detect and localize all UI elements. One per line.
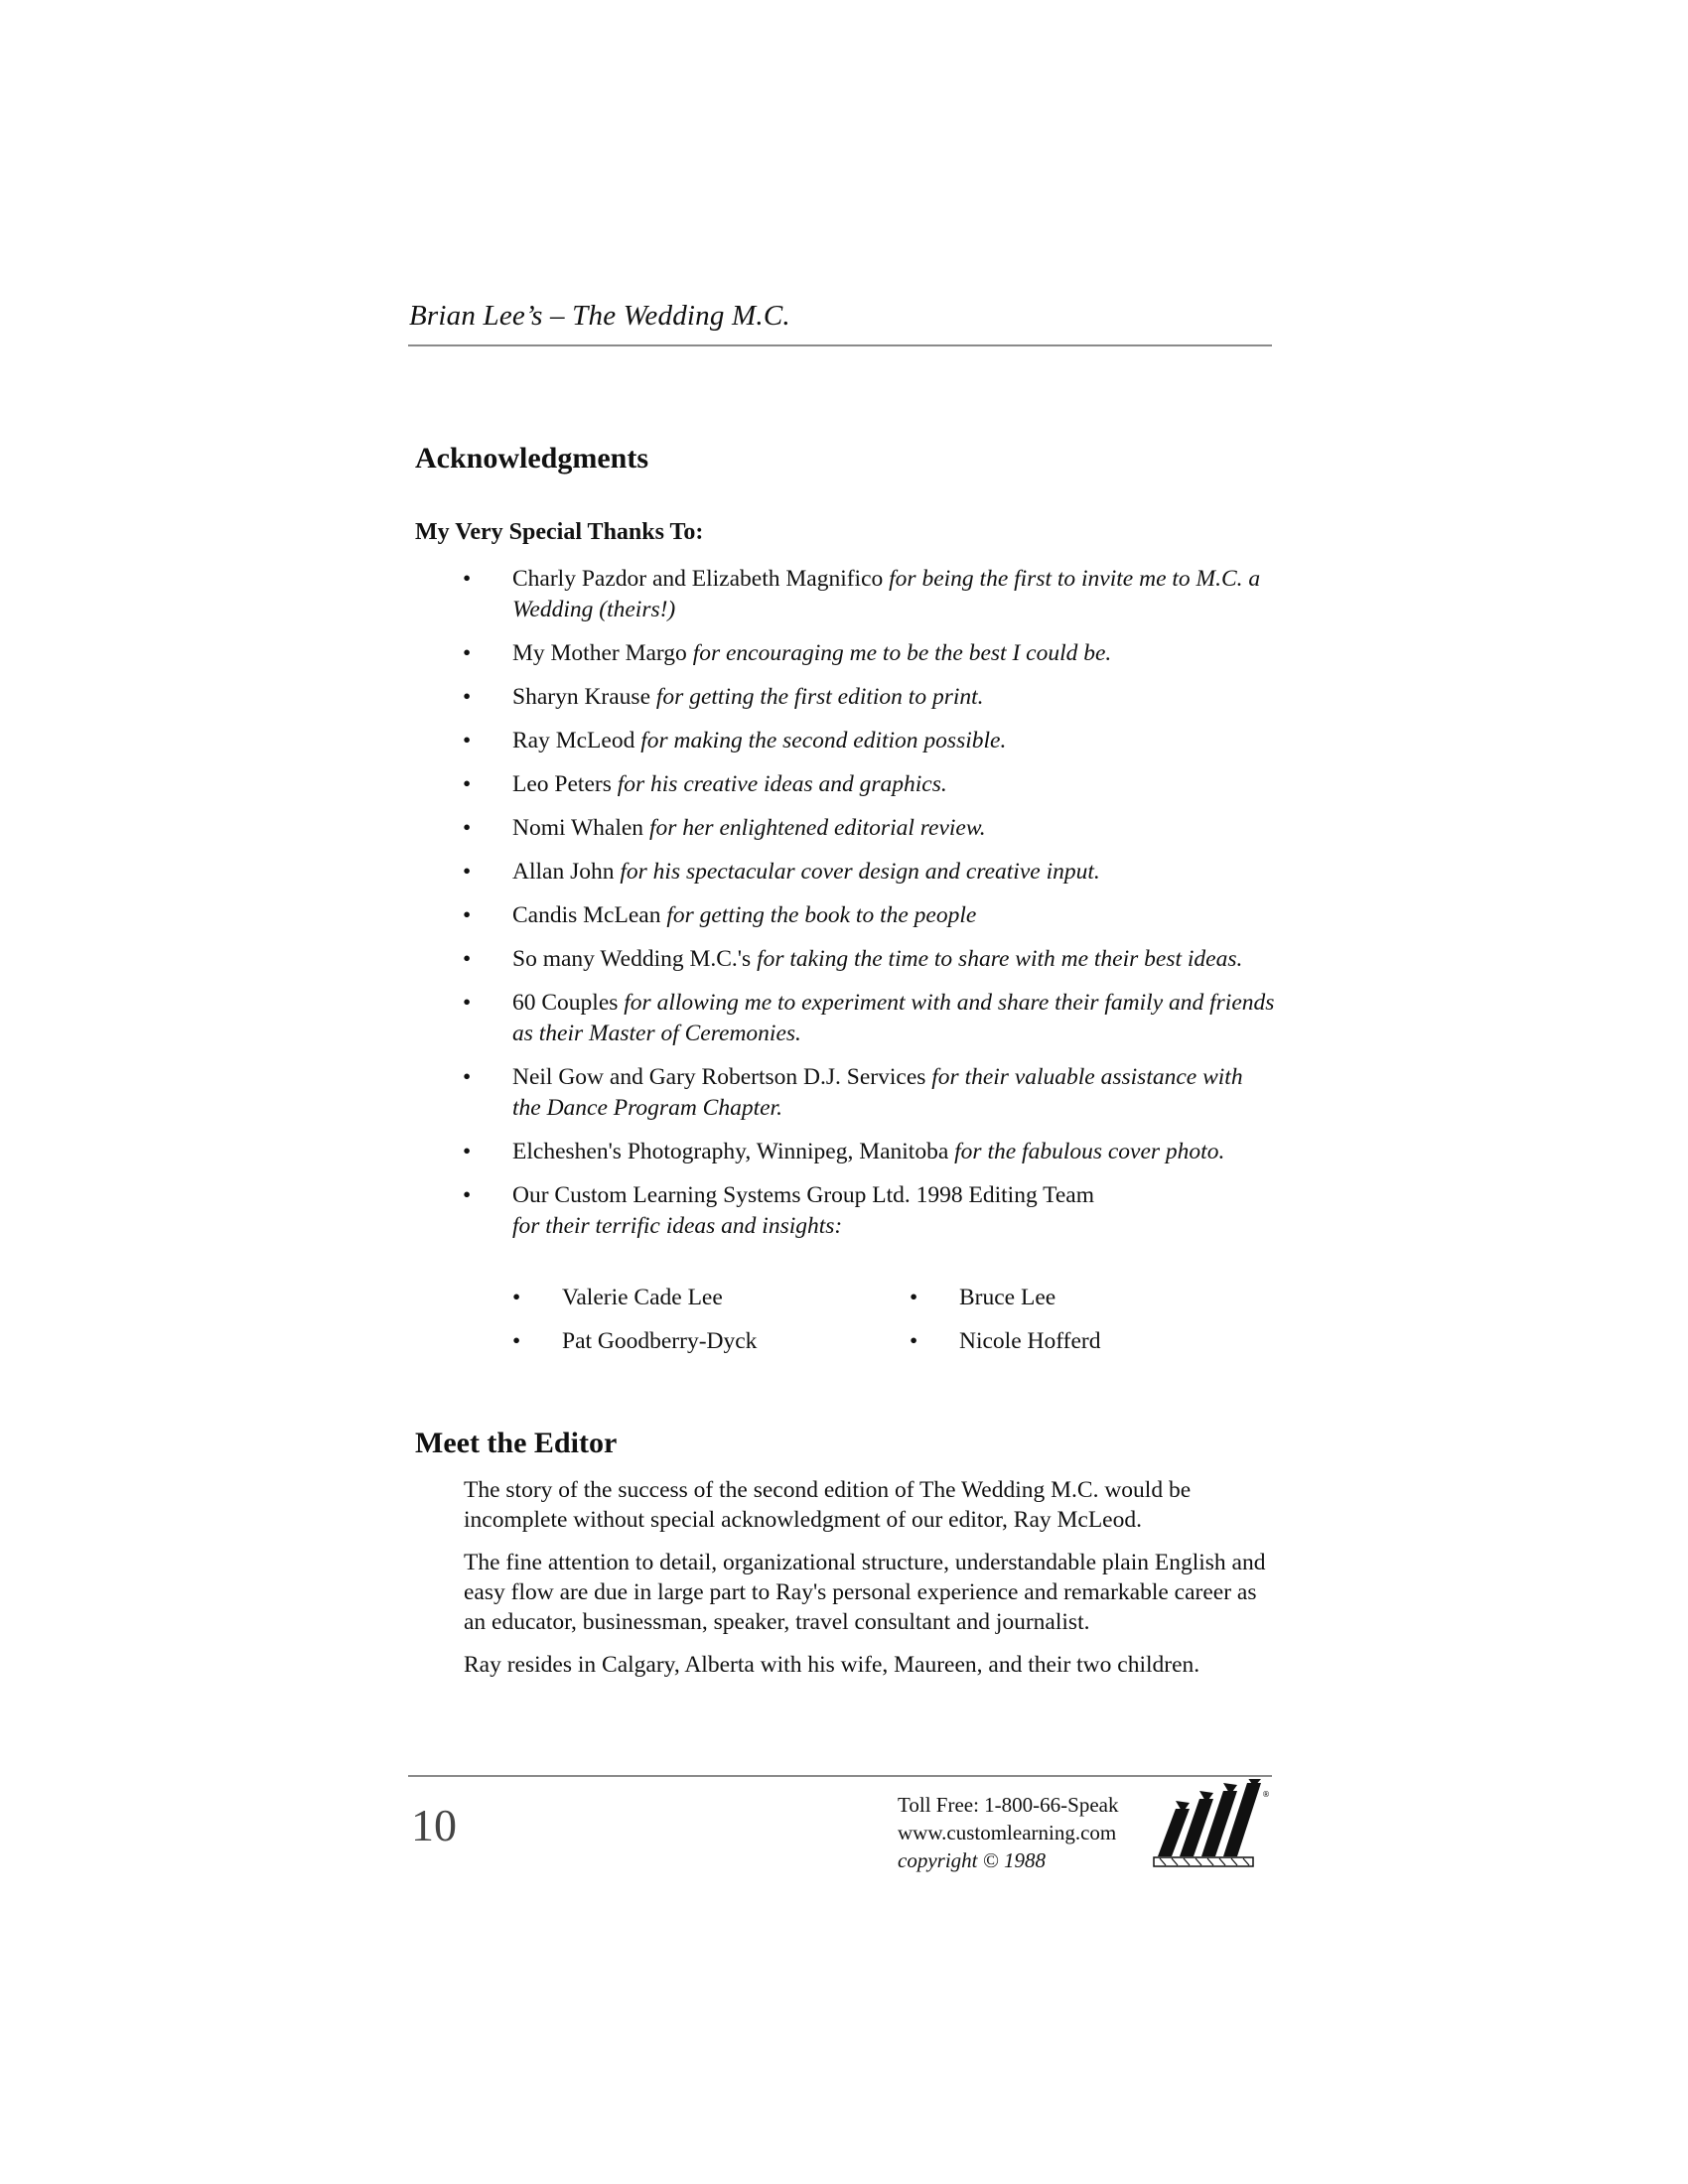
header-rule	[408, 344, 1272, 346]
thanks-reason: for allowing me to experiment with and share their family and friends as their Master of Ceremonies.	[512, 990, 1275, 1046]
bullet: •	[463, 902, 472, 928]
team-member-name: Bruce Lee	[959, 1285, 1056, 1310]
thanks-name: Sharyn Krause	[512, 684, 656, 710]
custom-learning-logo-icon	[1150, 1779, 1274, 1868]
bullet: •	[463, 1139, 472, 1164]
thanks-reason: for the fabulous cover photo.	[954, 1139, 1225, 1164]
thanks-reason: for his creative ideas and graphics.	[617, 771, 947, 797]
registered-mark: ®	[1262, 1790, 1270, 1799]
list-item	[463, 726, 1277, 756]
thanks-reason: for his spectacular cover design and creative input.	[620, 859, 1100, 885]
list-item	[463, 944, 1277, 975]
thanks-reason: for making the second edition possible.	[640, 728, 1007, 753]
thanks-name: Candis McLean	[512, 902, 667, 928]
team-member-name: Nicole Hofferd	[959, 1328, 1101, 1354]
toll-free-number: Toll Free: 1-800-66-Speak	[898, 1793, 1119, 1817]
bullet: •	[463, 771, 472, 797]
bullet: •	[463, 640, 472, 666]
thanks-name: Allan John	[512, 859, 621, 885]
thanks-reason: for taking the time to share with me their best ideas.	[757, 946, 1243, 972]
thanks-name: So many Wedding M.C.'s	[512, 946, 758, 972]
thanks-name: Neil Gow and Gary Robertson D.J. Services	[512, 1064, 932, 1090]
list-item	[463, 1137, 1277, 1167]
thanks-reason: for encouraging me to be the best I could be.	[692, 640, 1112, 666]
page-number: 10	[411, 1800, 457, 1850]
running-header: Brian Lee’s – The Wedding M.C.	[409, 300, 790, 332]
list-item	[463, 638, 1277, 669]
thanks-reason: for their valuable assistance with the Dance Program Chapter.	[512, 1064, 1243, 1121]
thanks-name: Nomi Whalen	[512, 815, 649, 841]
team-member-name: Valerie Cade Lee	[562, 1285, 723, 1310]
thanks-name: Our Custom Learning Systems Group Ltd. 1998 Editing Team	[512, 1182, 1095, 1208]
thanks-reason: for getting the first edition to print.	[655, 684, 984, 710]
list-item	[463, 564, 1277, 625]
footer-rule	[408, 1775, 1272, 1777]
acknowledgments-heading: Acknowledgments	[415, 442, 649, 475]
copyright-notice: copyright © 1988	[898, 1848, 1046, 1872]
bullet: •	[512, 1328, 521, 1354]
bullet: •	[910, 1285, 918, 1310]
editor-paragraph: The fine attention to detail, organizational structure, understandable plain English and easy flow are due in large part to Ray's personal experience and remarkable career as an educator, businessman, speaker, travel consultant and journalist.	[464, 1550, 1266, 1635]
bullet: •	[463, 990, 472, 1016]
thanks-name: My Mother Margo	[512, 640, 693, 666]
editor-paragraph: The story of the success of the second edition of The Wedding M.C. would be incomplete without special acknowledgment of our editor, Ray McLeod.	[464, 1477, 1192, 1533]
thanks-name: 60 Couples	[512, 990, 625, 1016]
bullet: •	[463, 859, 472, 885]
bullet: •	[463, 566, 472, 592]
thanks-name: Elcheshen's Photography, Winnipeg, Manitoba	[512, 1139, 955, 1164]
editor-paragraph: Ray resides in Calgary, Alberta with his wife, Maureen, and their two children.	[464, 1652, 1200, 1678]
list-item	[463, 813, 1277, 844]
thanks-reason: for her enlightened editorial review.	[648, 815, 986, 841]
list-item	[463, 988, 1277, 1049]
bullet: •	[463, 1064, 472, 1090]
thanks-reason: for their terrific ideas and insights:	[512, 1213, 843, 1239]
bullet: •	[512, 1285, 521, 1310]
list-item	[463, 900, 1277, 931]
bullet: •	[463, 684, 472, 710]
team-member-name: Pat Goodberry-Dyck	[562, 1328, 758, 1354]
list-item	[463, 769, 1277, 800]
thanks-reason: for getting the book to the people	[666, 902, 977, 928]
bullet: •	[463, 728, 472, 753]
bullet: •	[910, 1328, 918, 1354]
bullet: •	[463, 815, 472, 841]
list-item	[463, 1062, 1277, 1124]
bullet: •	[463, 1182, 472, 1208]
thanks-name: Leo Peters	[512, 771, 618, 797]
thanks-list	[463, 564, 1277, 1255]
meet-editor-heading: Meet the Editor	[415, 1427, 618, 1459]
list-item	[463, 682, 1277, 713]
footer-contact	[898, 1791, 1118, 1874]
list-item	[463, 1180, 1277, 1242]
bullet: •	[463, 946, 472, 972]
list-item	[463, 857, 1277, 887]
editor-body	[464, 1475, 1278, 1693]
special-thanks-subheading: My Very Special Thanks To:	[415, 519, 704, 545]
thanks-name: Ray McLeod	[512, 728, 641, 753]
website-url: www.customlearning.com	[898, 1821, 1117, 1844]
thanks-name: Charly Pazdor and Elizabeth Magnifico	[512, 566, 890, 592]
thanks-reason: for being the first to invite me to M.C. a Wedding (theirs!)	[512, 566, 1261, 622]
